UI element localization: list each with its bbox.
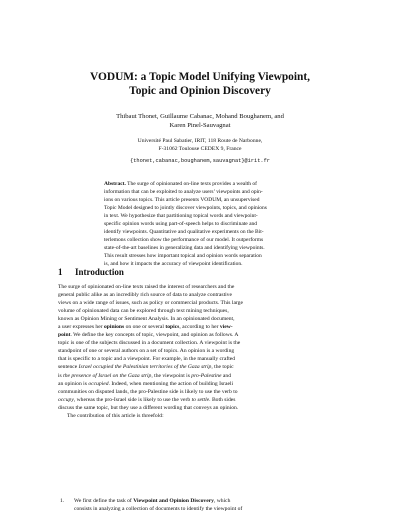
list-item xyxy=(58,497,345,505)
example-opinion: occupied xyxy=(88,380,109,387)
abstract-line xyxy=(104,180,312,188)
body-text: . Both sides xyxy=(209,396,236,403)
body-line: views on a wide range of issues, such as policy or commercial products. This large xyxy=(58,300,243,307)
introduction-body xyxy=(58,283,345,420)
body-text: on one or several xyxy=(124,324,166,331)
body-text: a user expresses her xyxy=(58,324,104,331)
list-text: We first define the task of xyxy=(74,498,134,504)
body-line: communities on disputed lands, the pro-Palestine side is likely to use the verb to xyxy=(58,388,238,395)
body-line xyxy=(58,380,345,388)
body-text: , the topic xyxy=(211,364,234,371)
example-verb-occupy: occupy xyxy=(58,396,74,403)
body-line: discuss the same topic, but they use a different wording that conveys an opinion. xyxy=(58,404,239,411)
example-sentence: Israel occupied the Palestinian territories of the Gaza strip xyxy=(78,364,212,371)
author-emails: {thonet,cabanac,boughanem,sauvagnat}@irit.fr xyxy=(130,158,270,164)
body-text: . We define the key concepts of topic, viewpoint, and opinion as follows. A xyxy=(70,332,239,339)
term-viewpoint: view- xyxy=(219,324,233,331)
example-verb-settle: to settle xyxy=(191,396,210,403)
abstract-line: is, and how it impacts the accuracy of viewpoint identification. xyxy=(104,261,243,268)
task-name: Viewpoint and Opinion Discovery xyxy=(133,498,214,504)
body-text: , according to her xyxy=(179,324,220,331)
example-topic: the presence of Israel on the Gaza strip xyxy=(63,372,152,379)
body-text: and xyxy=(221,372,232,379)
authors-line-2: Karen Pinel-Sauvagnat xyxy=(169,122,231,129)
example-viewpoint: pro-Palestine xyxy=(191,372,222,379)
list-marker: 1. xyxy=(60,498,65,504)
body-line xyxy=(58,396,345,404)
abstract-line: identify viewpoints. Quantitative and qualitative experiments on the Bit- xyxy=(104,229,264,236)
abstract-line: information that can be exploited to analyze users’ viewpoints and opin- xyxy=(104,189,263,196)
body-line: known as Opinion Mining or Sentiment Analysis. In an opinionated document, xyxy=(58,316,235,323)
abstract-text: The surge of opinionated on-line texts provides a wealth of xyxy=(127,181,258,187)
abstract-line: in text. We hypothesize that partitioning topical words and viewpoint- xyxy=(104,213,258,220)
body-text: sentence xyxy=(58,364,79,371)
list-item-continuation: consists in analyzing a collection of documents to identify the viewpoint of xyxy=(74,506,243,513)
abstract xyxy=(104,180,312,269)
affiliation-line-2: F-31062 Toulouse CEDEX 9, France xyxy=(158,146,242,152)
body-line: standpoint of one or several authors on a set of topics. An opinion is a wording xyxy=(58,348,235,355)
body-text: , whereas the pro-Israel side is likely to use the verb xyxy=(73,396,192,403)
section-heading-introduction xyxy=(58,266,124,278)
paper-title-line-1: VODUM: a Topic Model Unifying Viewpoint, xyxy=(89,71,310,83)
paper-title-line-2: Topic and Opinion Discovery xyxy=(129,85,271,97)
section-number: 1 xyxy=(58,267,63,277)
body-text: is xyxy=(58,372,64,379)
body-line: topic is one of the subjects discussed in a document collection. A viewpoint is the xyxy=(58,340,241,347)
term-viewpoint-cont: point xyxy=(58,332,71,339)
body-line xyxy=(58,323,345,331)
abstract-label: Abstract. xyxy=(104,181,126,187)
list-text: , which xyxy=(213,498,231,504)
body-line: The contribution of this article is threefold: xyxy=(67,412,164,419)
abstract-line: terlemons collection show the performance of our model. It outperforms xyxy=(104,237,264,244)
body-text: . Indeed, when mentioning the action of building Israeli xyxy=(108,380,234,387)
term-topics: topics xyxy=(165,324,180,331)
body-line: general public alike as an incredibly rich source of data to analyze contrastive xyxy=(58,292,232,299)
body-line xyxy=(58,331,345,339)
abstract-line: ions on various topics. This article presents VODUM, an unsupervised xyxy=(104,197,260,204)
abstract-line: specific opinion words using part-of-speech helps to discriminate and xyxy=(104,221,258,228)
contribution-list xyxy=(58,497,345,513)
abstract-line: This result stresses how important topical and opinion words separation xyxy=(104,253,262,260)
section-title: Introduction xyxy=(75,267,124,277)
body-line xyxy=(58,363,345,371)
body-line xyxy=(58,372,345,380)
authors-line-1: Thibaut Thonet, Guillaume Cabanac, Mohand Boughanem, and xyxy=(116,113,284,120)
body-text: an opinion is xyxy=(58,380,89,387)
body-line: that is specific to a topic and a viewpoint. For example, in the manually crafted xyxy=(58,356,236,363)
body-text: , the viewpoint is xyxy=(151,372,192,379)
affiliation-line-1: Université Paul Sabatier, IRIT, 118 Route de Narbonne, xyxy=(137,138,263,144)
abstract-line: Topic Model designed to jointly discover viewpoints, topics, and opinions xyxy=(104,205,267,212)
abstract-line: state-of-the-art baselines in generalizing data and identifying viewpoints. xyxy=(104,245,265,252)
term-opinions: opinions xyxy=(103,324,125,331)
body-line: volume of opinionated data can be explored through text mining techniques, xyxy=(58,308,229,315)
body-line: The surge of opinionated on-line texts raised the interest of researchers and the xyxy=(58,284,235,290)
